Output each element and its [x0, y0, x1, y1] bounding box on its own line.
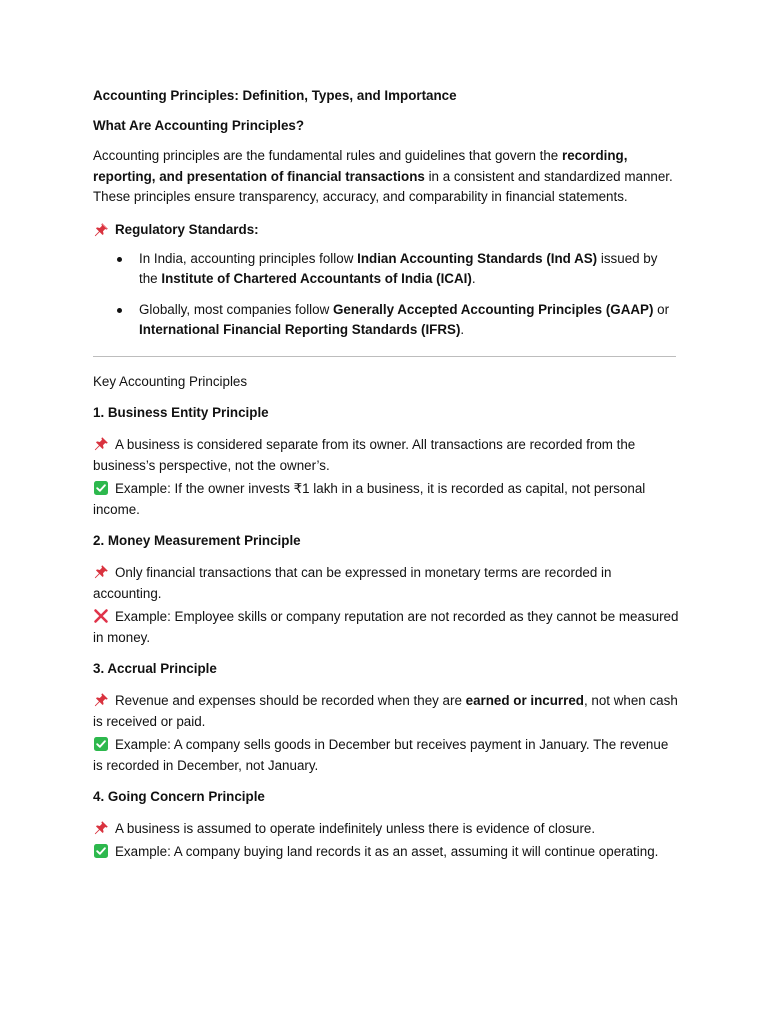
bullet-text: issued by the: [139, 250, 658, 286]
bullet-bold: International Financial Reporting Standards (IFRS): [139, 322, 461, 337]
bullet-text: Globally, most companies follow: [139, 301, 333, 317]
principle-point: [93, 562, 679, 604]
check-icon: [93, 843, 109, 859]
example-text: Example: A company sells goods in December but receives payment in January. The revenue is recorded in December, not January.: [93, 737, 669, 773]
principle-point: [93, 690, 679, 732]
section-heading-what-are: What Are Accounting Principles?: [93, 118, 305, 133]
pushpin-icon: [93, 436, 109, 452]
principle-example: [93, 606, 679, 648]
regulatory-list: [93, 249, 679, 341]
pushpin-icon: [93, 820, 109, 836]
principle-body: [93, 818, 679, 862]
list-item: [139, 249, 679, 290]
principle-heading: 1. Business Entity Principle: [93, 405, 269, 420]
section-divider: [93, 356, 676, 357]
regulatory-heading: [93, 220, 679, 240]
check-icon: [93, 736, 109, 752]
cross-icon: [93, 608, 109, 624]
pushpin-icon: [93, 222, 109, 238]
principle-point: [93, 434, 679, 476]
point-text: Only financial transactions that can be expressed in monetary terms are recorded in accounting.: [93, 565, 612, 601]
intro-bold: recording, reporting, and presentation of financial transactions: [93, 148, 628, 184]
bullet-bold: Institute of Chartered Accountants of India (ICAI): [161, 271, 472, 286]
bullet-text: .: [471, 271, 476, 286]
pushpin-icon: [93, 564, 109, 580]
principle-example: [93, 734, 679, 776]
bullet-text: or: [653, 301, 670, 317]
pushpin-icon: [93, 692, 109, 708]
point-bold: earned or incurred: [465, 693, 584, 708]
principle-heading: 2. Money Measurement Principle: [93, 533, 301, 548]
principle-point: [93, 818, 679, 839]
document-title: Accounting Principles: Definition, Types, and Importance: [93, 88, 457, 103]
intro-text-1: Accounting principles are the fundamental rules and guidelines that govern the: [93, 148, 562, 163]
intro-text-2: in a consistent and standardized manner. These principles ensure transparency, accuracy, and comparability in financial statements.: [93, 168, 673, 204]
principle-example: [93, 478, 679, 520]
key-principles-heading: Key Accounting Principles: [93, 373, 248, 389]
bullet-text: .: [460, 322, 465, 337]
point-text: A business is considered separate from its owner. All transactions are recorded from the business’s perspective, not the owner’s.: [93, 437, 636, 473]
list-item: [139, 300, 679, 341]
bullet-text: In India, accounting principles follow: [139, 250, 358, 266]
principle-heading: 3. Accrual Principle: [93, 661, 217, 676]
example-text: Example: A company buying land records it as an asset, assuming it will continue operating.: [115, 844, 659, 859]
example-text: Example: Employee skills or company reputation are not recorded as they cannot be measured in money.: [93, 609, 679, 645]
bullet-bold: Indian Accounting Standards (Ind AS): [357, 250, 598, 266]
principle-body: [93, 690, 679, 776]
principle-body: [93, 434, 679, 520]
bullet-bold: Generally Accepted Accounting Principles (GAAP): [333, 301, 654, 317]
example-text: Example: If the owner invests ₹1 lakh in a business, it is recorded as capital, not personal income.: [93, 481, 646, 517]
document-content: [93, 86, 679, 873]
principle-body: [93, 562, 679, 648]
principle-heading: 4. Going Concern Principle: [93, 789, 265, 804]
regulatory-heading-text: Regulatory Standards:: [115, 221, 259, 237]
point-text: , not when cash is received or paid.: [93, 693, 678, 729]
point-text: A business is assumed to operate indefinitely unless there is evidence of closure.: [115, 821, 596, 836]
point-text: Revenue and expenses should be recorded when they are: [115, 693, 466, 708]
check-icon: [93, 480, 109, 496]
intro-paragraph: [93, 146, 679, 208]
principle-example: [93, 841, 679, 862]
